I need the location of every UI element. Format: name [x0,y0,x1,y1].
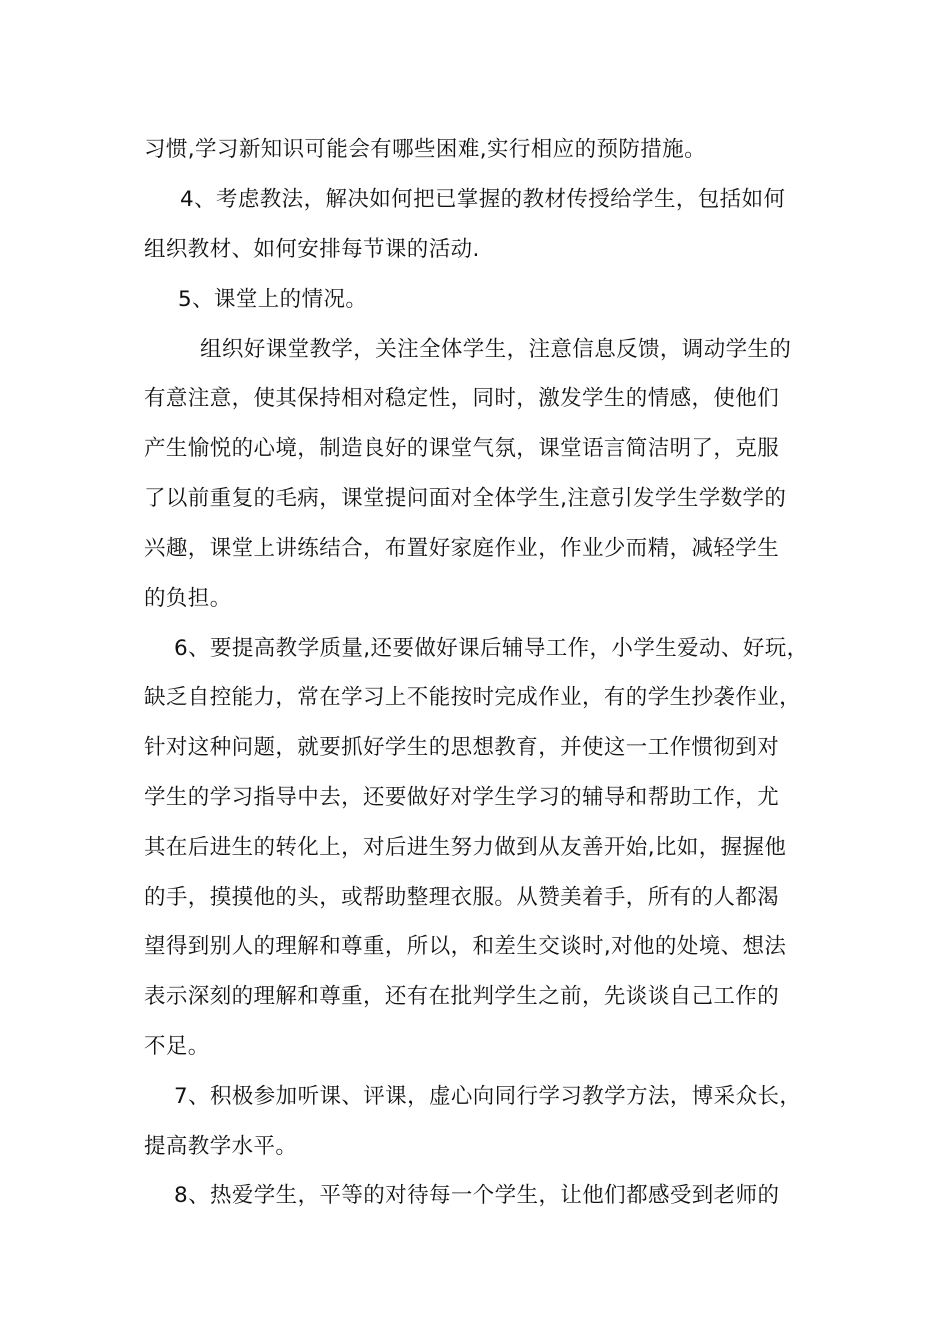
text-line: 习惯,学习新知识可能会有哪些困难,实行相应的预防措施。 [144,137,706,162]
text-line: 组织好课堂教学，关注全体学生，注意信息反馈，调动学生的 [200,337,792,362]
text-line: 不足。 [144,1034,210,1059]
text-line: 的负担。 [144,586,232,611]
text-line: 学生的学习指导中去，还要做好对学生学习的辅导和帮助工作，尤 [144,785,780,810]
text-line: 6、要提高教学质量,还要做好课后辅导工作，小学生爱动、好玩， [174,636,809,661]
text-line: 8、热爱学生，平等的对待每一个学生，让他们都感受到老师的 [174,1183,780,1208]
text-line: 其在后进生的转化上，对后进生努力做到从友善开始,比如，握握他 [144,835,787,860]
text-line: 有意注意，使其保持相对稳定性，同时，激发学生的情感，使他们 [144,386,780,411]
text-line: 缺乏自控能力，常在学习上不能按时完成作业，有的学生抄袭作业， [144,685,802,710]
text-line: 7、积极参加听课、评课，虚心向同行学习教学方法，博采众长， [174,1084,802,1109]
text-line: 组织教材、如何安排每节课的活动. [144,237,480,262]
text-line: 了以前重复的毛病，课堂提问面对全体学生,注意引发学生学数学的 [144,486,787,511]
text-line: 的手，摸摸他的头，或帮助整理衣服。从赞美着手，所有的人都渴 [144,885,780,910]
text-line: 5、课堂上的情况。 [178,287,368,312]
text-line: 产生愉悦的心境，制造良好的课堂气氛，课堂语言简洁明了，克服 [144,436,780,461]
text-line: 望得到别人的理解和尊重，所以，和差生交谈时,对他的处境、想法 [144,934,787,959]
text-line: 兴趣，课堂上讲练结合，布置好家庭作业，作业少而精，减轻学生 [144,536,780,561]
text-line: 提高教学水平。 [144,1134,298,1159]
text-line: 4、考虑教法，解决如何把已掌握的教材传授给学生，包括如何 [180,187,786,212]
text-line: 表示深刻的理解和尊重，还有在批判学生之前，先谈谈自己工作的 [144,984,780,1009]
text-line: 针对这种问题，就要抓好学生的思想教育，并使这一工作惯彻到对 [144,735,780,760]
